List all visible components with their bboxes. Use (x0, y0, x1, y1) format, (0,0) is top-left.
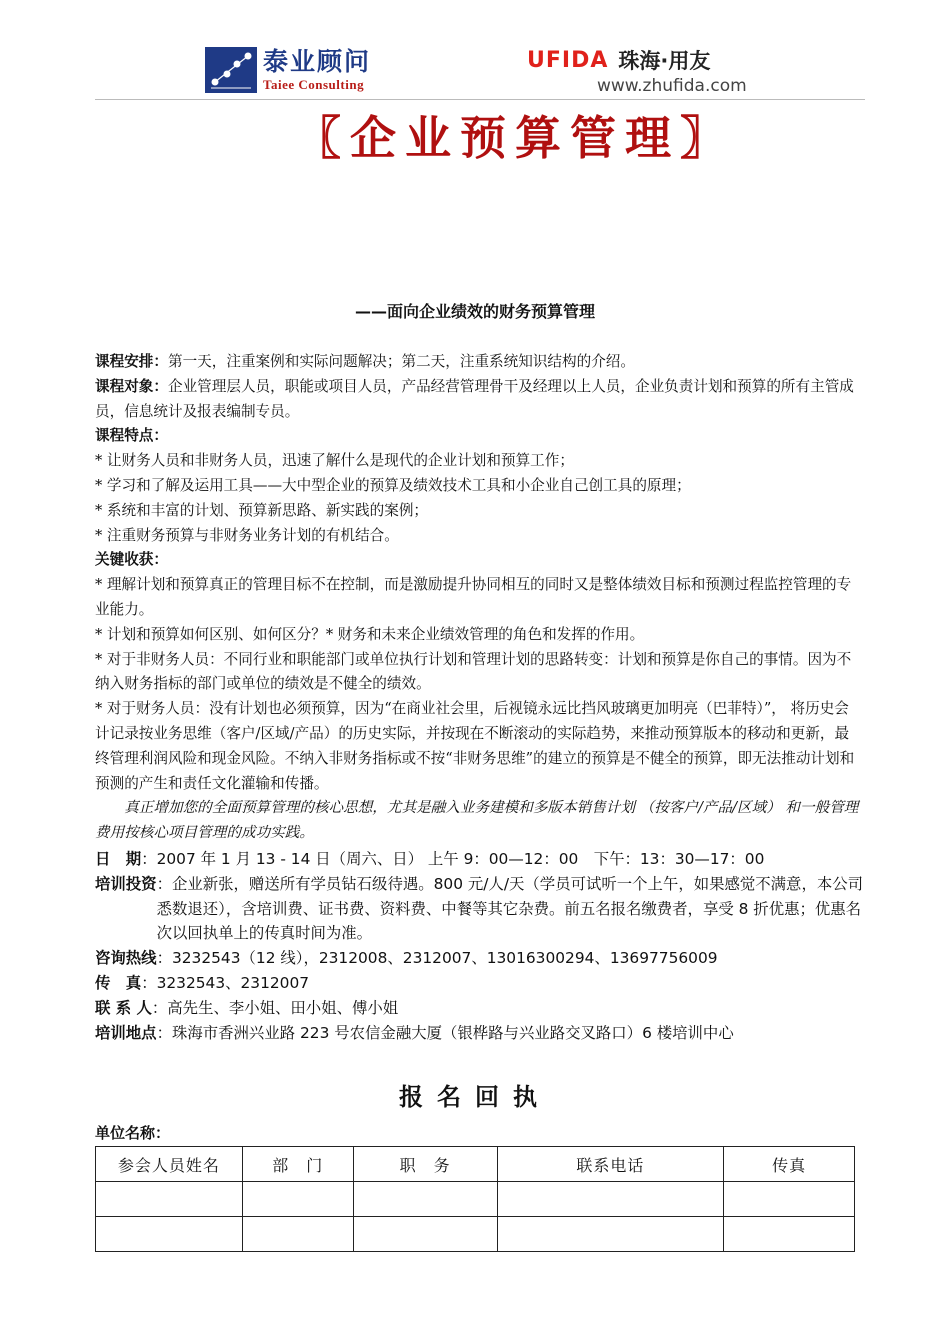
course-description (95, 350, 860, 846)
header-divider (95, 99, 865, 100)
taiee-name-en: Taiee Consulting (263, 77, 365, 92)
gain-item: * 理解计划和预算真正的管理目标不在控制，而是激励提升协同相互的同时又是整体绩效目标和预测过程监控管理的专业能力。 (95, 576, 852, 618)
table-cell[interactable] (96, 1217, 243, 1252)
table-row (96, 1182, 855, 1217)
fax-row (95, 971, 875, 996)
feature-item: * 让财务人员和非财务人员，迅速了解什么是现代的企业计划和预算工作； (95, 452, 574, 470)
registration-table (95, 1146, 855, 1252)
venue-row (95, 1021, 875, 1046)
table-cell[interactable] (724, 1182, 855, 1217)
feature-item: * 系统和丰富的计划、预算新思路、新实践的案例； (95, 501, 429, 519)
date-label: 日 期 (95, 850, 142, 868)
table-cell[interactable] (497, 1217, 724, 1252)
table-header-row (96, 1147, 855, 1182)
column-header-position: 职 务 (353, 1147, 497, 1182)
hotline-value: ：3232543（12 线），2312008、2312007、13016300294、13697756009 (156, 949, 718, 968)
fax-label: 传 真 (95, 973, 142, 992)
fee-value: ：企业新张，赠送所有学员钻石级待遇。800 元/人/天（学员可试听一个上午，如果感觉不满意，本公司悉数退还），含培训费、证书费、资料费、中餐等其它杂费。前五名报名缴费者，享受 8 折优惠；优惠名次以回执单上的传真时间为准。 (156, 874, 864, 943)
table-row (96, 1217, 855, 1252)
gain-item: * 对于非财务人员：不同行业和职能部门或单位执行计划和管理计划的思路转变：计划和预算是你自己的事情。因为不纳入财务指标的部门或单位的绩效是不健全的绩效。 (95, 650, 852, 693)
page-subtitle: ——面向企业绩效的财务预算管理 (354, 302, 595, 321)
unit-name-label: 单位名称： (95, 1124, 171, 1142)
ufida-brand: UFIDA (527, 47, 609, 73)
page-header (0, 0, 950, 100)
contact-value: ：高先生、李小姐、田小姐、傅小姐 (151, 998, 399, 1017)
hotline-row (95, 946, 875, 971)
audience-paragraph (95, 375, 860, 425)
date-value: ：2007 年 1 月 13 - 14 日（周六、日） 上午 9：00—12：00 下午：13：30—17：00 (141, 850, 765, 868)
table-cell[interactable] (497, 1182, 724, 1217)
features-label: 课程特点： (95, 427, 168, 445)
ufida-url: www.zhufida.com (597, 76, 747, 96)
date-row (95, 847, 875, 872)
table-cell[interactable] (242, 1182, 353, 1217)
feature-item: * 学习和了解及运用工具——大中型企业的预算及绩效技术工具和小企业自己创工具的原理； (95, 476, 691, 494)
column-header-fax: 传真 (724, 1147, 855, 1182)
contact-label: 联 系 人 (95, 998, 152, 1017)
taiee-logo-icon (205, 47, 257, 93)
ufida-logo (527, 45, 747, 97)
registration-form-title: 报名回执 (399, 1082, 551, 1111)
table-cell[interactable] (96, 1182, 243, 1217)
gains-label: 关键收获： (95, 551, 168, 569)
taiee-logo (205, 47, 371, 93)
gain-item: * 对于财务人员：没有计划也必须预算，因为“在商业社会里，后视镜永远比挡风玻璃更加明亮（巴菲特）”， 将历史会计记录按业务思维（客户/区域/产品）的历史实际，并按现在不断滚动的实际趋势，来推动预算版本的移动和更新，最终管理利润风险和现金风险。不纳入非财务指标或不按“非财务思维”的建立的预算是不健全的预算，即无法推动计划和预测的产生和责任文化灌输和传播。 (95, 700, 855, 792)
gain-item: * 计划和预算如何区别、如何区分？* 财务和未来企业绩效管理的角色和发挥的作用。 (95, 625, 645, 643)
training-info (95, 847, 875, 1045)
fee-row (95, 872, 875, 946)
page-title: 〖企业预算管理〗 (295, 111, 735, 165)
audience-text: 企业管理层人员，职能或项目人员，产品经营管理骨干及经理以上人员，企业负责计划和预算的所有主管成员，信息统计及报表编制专员。 (95, 377, 854, 420)
table-cell[interactable] (353, 1182, 497, 1217)
fax-value: ：3232543、2312007 (141, 973, 310, 992)
column-header-phone: 联系电话 (497, 1147, 724, 1182)
taiee-name-cn: 泰业顾问 (263, 47, 372, 76)
feature-item: * 注重财务预算与非财务业务计划的有机结合。 (95, 526, 399, 544)
ufida-name-cn: 珠海·用友 (618, 49, 711, 73)
hotline-label: 咨询热线 (95, 949, 157, 968)
venue-label: 培训地点 (95, 1023, 157, 1042)
schedule-text: 第一天，注重案例和实际问题解决；第二天，注重系统知识结构的介绍。 (167, 353, 635, 370)
schedule-label: 课程安排： (95, 353, 168, 370)
schedule-paragraph (95, 350, 860, 375)
contact-row (95, 996, 875, 1021)
column-header-department: 部 门 (242, 1147, 353, 1182)
fee-label: 培训投资 (95, 874, 157, 893)
column-header-name: 参会人员姓名 (96, 1147, 243, 1182)
table-cell[interactable] (353, 1217, 497, 1252)
audience-label: 课程对象： (95, 377, 168, 395)
table-cell[interactable] (242, 1217, 353, 1252)
table-cell[interactable] (724, 1217, 855, 1252)
venue-value: ：珠海市香洲兴业路 223 号农信金融大厦（银桦路与兴业路交叉路口）6 楼培训中心 (156, 1023, 734, 1042)
closing-paragraph: 真正增加您的全面预算管理的核心思想，尤其是融入业务建模和多版本销售计划 （按客户/产品/区域） 和一般管理费用按核心项目管理的成功实践。 (95, 799, 859, 842)
